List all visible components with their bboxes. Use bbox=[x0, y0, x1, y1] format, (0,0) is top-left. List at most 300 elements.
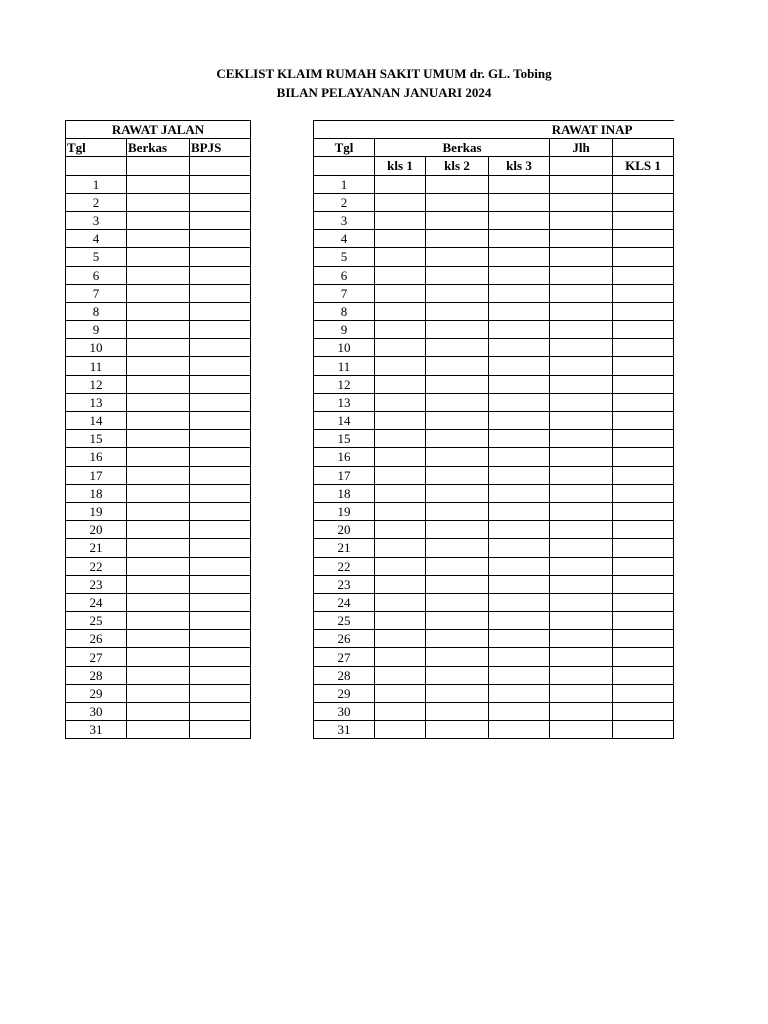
berkas-cell[interactable] bbox=[127, 266, 190, 284]
bpjs-cell[interactable] bbox=[190, 375, 251, 393]
kls1-cell[interactable] bbox=[375, 339, 426, 357]
kls1-cell[interactable] bbox=[375, 666, 426, 684]
kls3-cell[interactable] bbox=[489, 684, 550, 702]
berkas-cell[interactable] bbox=[127, 521, 190, 539]
rawat-inap-header-row bbox=[314, 139, 674, 157]
day-cell: 19 bbox=[314, 502, 375, 520]
jlh-cell[interactable] bbox=[550, 375, 613, 393]
kls3-cell[interactable] bbox=[489, 557, 550, 575]
kls1-upper-cell[interactable] bbox=[613, 375, 674, 393]
berkas-cell[interactable] bbox=[127, 575, 190, 593]
kls2-cell[interactable] bbox=[426, 393, 489, 411]
bpjs-cell[interactable] bbox=[190, 211, 251, 229]
kls2-cell[interactable] bbox=[426, 502, 489, 520]
kls2-cell[interactable] bbox=[426, 321, 489, 339]
header-berkas: Berkas bbox=[127, 139, 190, 157]
rawat-inap-row bbox=[314, 684, 674, 702]
day-cell: 31 bbox=[314, 721, 375, 739]
bpjs-cell[interactable] bbox=[190, 684, 251, 702]
kls1-cell[interactable] bbox=[375, 412, 426, 430]
kls1-upper-cell[interactable] bbox=[613, 248, 674, 266]
kls1-cell[interactable] bbox=[375, 266, 426, 284]
day-cell: 24 bbox=[66, 593, 127, 611]
day-cell: 21 bbox=[314, 539, 375, 557]
day-cell: 15 bbox=[314, 430, 375, 448]
kls1-cell[interactable] bbox=[375, 648, 426, 666]
day-cell: 14 bbox=[314, 412, 375, 430]
blank-cell[interactable] bbox=[66, 157, 127, 175]
jlh-cell[interactable] bbox=[550, 284, 613, 302]
kls1-upper-cell[interactable] bbox=[613, 684, 674, 702]
day-cell: 11 bbox=[66, 357, 127, 375]
kls1-cell[interactable] bbox=[375, 375, 426, 393]
rawat-jalan-row bbox=[66, 448, 251, 466]
day-cell: 23 bbox=[314, 575, 375, 593]
kls1-cell[interactable] bbox=[375, 593, 426, 611]
kls3-cell[interactable] bbox=[489, 248, 550, 266]
kls1-upper-cell[interactable] bbox=[613, 539, 674, 557]
subheader-kls3: kls 3 bbox=[489, 157, 550, 175]
kls3-cell[interactable] bbox=[489, 703, 550, 721]
rawat-inap-row bbox=[314, 448, 674, 466]
kls3-cell[interactable] bbox=[489, 539, 550, 557]
rawat-inap-row bbox=[314, 302, 674, 320]
kls1-cell[interactable] bbox=[375, 684, 426, 702]
day-cell: 12 bbox=[314, 375, 375, 393]
jlh-cell[interactable] bbox=[550, 230, 613, 248]
bpjs-cell[interactable] bbox=[190, 575, 251, 593]
berkas-cell[interactable] bbox=[127, 375, 190, 393]
kls2-cell[interactable] bbox=[426, 248, 489, 266]
bpjs-cell[interactable] bbox=[190, 448, 251, 466]
jlh-cell[interactable] bbox=[550, 175, 613, 193]
rawat-jalan-row bbox=[66, 612, 251, 630]
kls3-cell[interactable] bbox=[489, 666, 550, 684]
rawat-inap-row bbox=[314, 175, 674, 193]
rawat-jalan-row bbox=[66, 466, 251, 484]
bpjs-cell[interactable] bbox=[190, 721, 251, 739]
berkas-cell[interactable] bbox=[127, 412, 190, 430]
kls3-cell[interactable] bbox=[489, 484, 550, 502]
berkas-cell[interactable] bbox=[127, 175, 190, 193]
kls2-cell[interactable] bbox=[426, 648, 489, 666]
rawat-jalan-row bbox=[66, 593, 251, 611]
day-cell: 20 bbox=[314, 521, 375, 539]
rawat-jalan-blank-row bbox=[66, 157, 251, 175]
berkas-cell[interactable] bbox=[127, 321, 190, 339]
kls3-cell[interactable] bbox=[489, 193, 550, 211]
kls1-upper-cell[interactable] bbox=[613, 466, 674, 484]
berkas-cell[interactable] bbox=[127, 193, 190, 211]
kls1-cell[interactable] bbox=[375, 448, 426, 466]
rawat-inap-row bbox=[314, 211, 674, 229]
berkas-cell[interactable] bbox=[127, 393, 190, 411]
kls2-cell[interactable] bbox=[426, 630, 489, 648]
berkas-cell[interactable] bbox=[127, 721, 190, 739]
rawat-inap-row bbox=[314, 521, 674, 539]
kls1-upper-cell[interactable] bbox=[613, 502, 674, 520]
kls1-upper-cell[interactable] bbox=[613, 193, 674, 211]
kls1-upper-cell[interactable] bbox=[613, 612, 674, 630]
rawat-inap-table bbox=[313, 120, 674, 739]
berkas-cell[interactable] bbox=[127, 357, 190, 375]
kls1-cell[interactable] bbox=[375, 357, 426, 375]
jlh-cell[interactable] bbox=[550, 484, 613, 502]
kls2-cell[interactable] bbox=[426, 684, 489, 702]
kls1-upper-cell[interactable] bbox=[613, 175, 674, 193]
rawat-inap-row bbox=[314, 593, 674, 611]
rawat-inap-subheader-row bbox=[314, 157, 674, 175]
berkas-cell[interactable] bbox=[127, 648, 190, 666]
kls1-upper-cell[interactable] bbox=[613, 230, 674, 248]
berkas-cell[interactable] bbox=[127, 502, 190, 520]
day-cell: 13 bbox=[66, 393, 127, 411]
berkas-cell[interactable] bbox=[127, 448, 190, 466]
jlh-cell[interactable] bbox=[550, 466, 613, 484]
kls2-cell[interactable] bbox=[426, 357, 489, 375]
berkas-cell[interactable] bbox=[127, 703, 190, 721]
jlh-cell[interactable] bbox=[550, 630, 613, 648]
bpjs-cell[interactable] bbox=[190, 193, 251, 211]
kls1-cell[interactable] bbox=[375, 302, 426, 320]
kls1-upper-cell[interactable] bbox=[613, 430, 674, 448]
berkas-cell[interactable] bbox=[127, 248, 190, 266]
kls1-upper-cell[interactable] bbox=[613, 484, 674, 502]
kls3-cell[interactable] bbox=[489, 375, 550, 393]
jlh-cell[interactable] bbox=[550, 721, 613, 739]
bpjs-cell[interactable] bbox=[190, 393, 251, 411]
rawat-jalan-row bbox=[66, 539, 251, 557]
kls2-cell[interactable] bbox=[426, 339, 489, 357]
kls1-cell[interactable] bbox=[375, 575, 426, 593]
kls2-cell[interactable] bbox=[426, 430, 489, 448]
day-cell: 9 bbox=[314, 321, 375, 339]
kls3-cell[interactable] bbox=[489, 266, 550, 284]
kls1-cell[interactable] bbox=[375, 211, 426, 229]
rawat-inap-row bbox=[314, 412, 674, 430]
day-cell: 15 bbox=[66, 430, 127, 448]
bpjs-cell[interactable] bbox=[190, 502, 251, 520]
rawat-inap-row bbox=[314, 630, 674, 648]
day-cell: 7 bbox=[66, 284, 127, 302]
rawat-inap-row bbox=[314, 648, 674, 666]
rawat-jalan-row bbox=[66, 339, 251, 357]
day-cell: 31 bbox=[66, 721, 127, 739]
bpjs-cell[interactable] bbox=[190, 466, 251, 484]
kls3-cell[interactable] bbox=[489, 302, 550, 320]
header-bpjs: BPJS bbox=[190, 139, 251, 157]
day-cell: 24 bbox=[314, 593, 375, 611]
day-cell: 1 bbox=[66, 175, 127, 193]
blank-cell[interactable] bbox=[127, 157, 190, 175]
kls2-cell[interactable] bbox=[426, 703, 489, 721]
kls1-upper-cell[interactable] bbox=[613, 211, 674, 229]
kls1-upper-cell[interactable] bbox=[613, 721, 674, 739]
day-cell: 11 bbox=[314, 357, 375, 375]
kls1-upper-cell[interactable] bbox=[613, 339, 674, 357]
rawat-jalan-table bbox=[65, 120, 251, 739]
berkas-cell[interactable] bbox=[127, 666, 190, 684]
kls1-cell[interactable] bbox=[375, 521, 426, 539]
kls1-upper-cell[interactable] bbox=[613, 284, 674, 302]
jlh-cell[interactable] bbox=[550, 266, 613, 284]
kls1-cell[interactable] bbox=[375, 721, 426, 739]
kls1-cell[interactable] bbox=[375, 248, 426, 266]
kls3-cell[interactable] bbox=[489, 612, 550, 630]
rawat-jalan-row bbox=[66, 630, 251, 648]
jlh-cell[interactable] bbox=[550, 248, 613, 266]
jlh-cell[interactable] bbox=[550, 302, 613, 320]
rawat-jalan-row bbox=[66, 266, 251, 284]
jlh-cell[interactable] bbox=[550, 557, 613, 575]
kls3-cell[interactable] bbox=[489, 175, 550, 193]
kls1-cell[interactable] bbox=[375, 466, 426, 484]
kls3-cell[interactable] bbox=[489, 393, 550, 411]
jlh-cell[interactable] bbox=[550, 593, 613, 611]
day-cell: 14 bbox=[66, 412, 127, 430]
kls1-upper-cell[interactable] bbox=[613, 648, 674, 666]
bpjs-cell[interactable] bbox=[190, 703, 251, 721]
kls1-cell[interactable] bbox=[375, 284, 426, 302]
kls1-upper-cell[interactable] bbox=[613, 593, 674, 611]
rawat-jalan-row bbox=[66, 248, 251, 266]
kls2-cell[interactable] bbox=[426, 302, 489, 320]
bpjs-cell[interactable] bbox=[190, 321, 251, 339]
day-cell: 30 bbox=[66, 703, 127, 721]
kls3-cell[interactable] bbox=[489, 430, 550, 448]
kls1-cell[interactable] bbox=[375, 321, 426, 339]
kls2-cell[interactable] bbox=[426, 284, 489, 302]
kls1-cell[interactable] bbox=[375, 630, 426, 648]
subheader-kls2: kls 2 bbox=[426, 157, 489, 175]
bpjs-cell[interactable] bbox=[190, 302, 251, 320]
rawat-inap-row bbox=[314, 375, 674, 393]
bpjs-cell[interactable] bbox=[190, 521, 251, 539]
kls3-cell[interactable] bbox=[489, 211, 550, 229]
rawat-inap-row bbox=[314, 393, 674, 411]
day-cell: 23 bbox=[66, 575, 127, 593]
rawat-inap-row bbox=[314, 703, 674, 721]
day-cell: 1 bbox=[314, 175, 375, 193]
kls2-cell[interactable] bbox=[426, 466, 489, 484]
rawat-jalan-row bbox=[66, 193, 251, 211]
rawat-inap-row bbox=[314, 321, 674, 339]
rawat-inap-row bbox=[314, 721, 674, 739]
kls3-cell[interactable] bbox=[489, 339, 550, 357]
bpjs-cell[interactable] bbox=[190, 557, 251, 575]
bpjs-cell[interactable] bbox=[190, 648, 251, 666]
day-cell: 18 bbox=[66, 484, 127, 502]
bpjs-cell[interactable] bbox=[190, 284, 251, 302]
day-cell: 25 bbox=[314, 612, 375, 630]
kls2-cell[interactable] bbox=[426, 448, 489, 466]
jlh-cell[interactable] bbox=[550, 575, 613, 593]
kls1-cell[interactable] bbox=[375, 230, 426, 248]
berkas-cell[interactable] bbox=[127, 284, 190, 302]
berkas-cell[interactable] bbox=[127, 339, 190, 357]
berkas-cell[interactable] bbox=[127, 430, 190, 448]
bpjs-cell[interactable] bbox=[190, 539, 251, 557]
kls2-cell[interactable] bbox=[426, 230, 489, 248]
berkas-cell[interactable] bbox=[127, 466, 190, 484]
jlh-cell[interactable] bbox=[550, 612, 613, 630]
kls2-cell[interactable] bbox=[426, 575, 489, 593]
bpjs-cell[interactable] bbox=[190, 412, 251, 430]
jlh-cell[interactable] bbox=[550, 648, 613, 666]
bpjs-cell[interactable] bbox=[190, 266, 251, 284]
day-cell: 8 bbox=[314, 302, 375, 320]
blank-cell[interactable] bbox=[190, 157, 251, 175]
day-cell: 28 bbox=[314, 666, 375, 684]
kls1-upper-cell[interactable] bbox=[613, 266, 674, 284]
kls1-cell[interactable] bbox=[375, 430, 426, 448]
kls1-upper-cell[interactable] bbox=[613, 666, 674, 684]
bpjs-cell[interactable] bbox=[190, 630, 251, 648]
kls1-upper-cell[interactable] bbox=[613, 321, 674, 339]
kls2-cell[interactable] bbox=[426, 266, 489, 284]
kls1-cell[interactable] bbox=[375, 393, 426, 411]
kls3-cell[interactable] bbox=[489, 575, 550, 593]
day-cell: 6 bbox=[314, 266, 375, 284]
rawat-inap-title-row bbox=[314, 121, 674, 139]
kls1-upper-cell[interactable] bbox=[613, 630, 674, 648]
rawat-inap-row bbox=[314, 357, 674, 375]
rawat-jalan-header-row bbox=[66, 139, 251, 157]
day-cell: 5 bbox=[314, 248, 375, 266]
kls2-cell[interactable] bbox=[426, 193, 489, 211]
jlh-cell[interactable] bbox=[550, 211, 613, 229]
kls3-cell[interactable] bbox=[489, 448, 550, 466]
jlh-cell[interactable] bbox=[550, 339, 613, 357]
berkas-cell[interactable] bbox=[127, 612, 190, 630]
berkas-cell[interactable] bbox=[127, 630, 190, 648]
kls1-upper-cell[interactable] bbox=[613, 575, 674, 593]
kls1-cell[interactable] bbox=[375, 193, 426, 211]
bpjs-cell[interactable] bbox=[190, 248, 251, 266]
jlh-cell[interactable] bbox=[550, 502, 613, 520]
kls3-cell[interactable] bbox=[489, 521, 550, 539]
kls1-upper-cell[interactable] bbox=[613, 521, 674, 539]
kls1-cell[interactable] bbox=[375, 612, 426, 630]
jlh-cell[interactable] bbox=[550, 412, 613, 430]
jlh-cell[interactable] bbox=[550, 430, 613, 448]
kls2-cell[interactable] bbox=[426, 539, 489, 557]
kls1-cell[interactable] bbox=[375, 175, 426, 193]
kls1-cell[interactable] bbox=[375, 484, 426, 502]
berkas-cell[interactable] bbox=[127, 211, 190, 229]
rawat-jalan-row bbox=[66, 393, 251, 411]
kls2-cell[interactable] bbox=[426, 375, 489, 393]
bpjs-cell[interactable] bbox=[190, 339, 251, 357]
kls1-upper-cell[interactable] bbox=[613, 393, 674, 411]
kls2-cell[interactable] bbox=[426, 521, 489, 539]
kls2-cell[interactable] bbox=[426, 175, 489, 193]
day-cell: 29 bbox=[66, 684, 127, 702]
kls3-cell[interactable] bbox=[489, 230, 550, 248]
berkas-cell[interactable] bbox=[127, 593, 190, 611]
kls2-cell[interactable] bbox=[426, 211, 489, 229]
kls2-cell[interactable] bbox=[426, 593, 489, 611]
kls1-upper-cell[interactable] bbox=[613, 703, 674, 721]
kls1-upper-cell[interactable] bbox=[613, 357, 674, 375]
kls3-cell[interactable] bbox=[489, 284, 550, 302]
rawat-jalan-row bbox=[66, 721, 251, 739]
kls3-cell[interactable] bbox=[489, 721, 550, 739]
kls2-cell[interactable] bbox=[426, 666, 489, 684]
kls3-cell[interactable] bbox=[489, 466, 550, 484]
kls3-cell[interactable] bbox=[489, 321, 550, 339]
rawat-jalan-row bbox=[66, 521, 251, 539]
kls2-cell[interactable] bbox=[426, 612, 489, 630]
berkas-cell[interactable] bbox=[127, 539, 190, 557]
kls3-cell[interactable] bbox=[489, 502, 550, 520]
bpjs-cell[interactable] bbox=[190, 430, 251, 448]
jlh-cell[interactable] bbox=[550, 521, 613, 539]
bpjs-cell[interactable] bbox=[190, 230, 251, 248]
kls1-cell[interactable] bbox=[375, 539, 426, 557]
kls1-upper-cell[interactable] bbox=[613, 557, 674, 575]
berkas-cell[interactable] bbox=[127, 557, 190, 575]
kls3-cell[interactable] bbox=[489, 593, 550, 611]
kls3-cell[interactable] bbox=[489, 648, 550, 666]
rawat-inap-title: RAWAT INAP bbox=[314, 121, 674, 139]
berkas-cell[interactable] bbox=[127, 484, 190, 502]
rawat-inap-row bbox=[314, 612, 674, 630]
kls1-cell[interactable] bbox=[375, 557, 426, 575]
berkas-cell[interactable] bbox=[127, 302, 190, 320]
header-empty bbox=[613, 139, 674, 157]
kls2-cell[interactable] bbox=[426, 484, 489, 502]
kls2-cell[interactable] bbox=[426, 412, 489, 430]
kls2-cell[interactable] bbox=[426, 721, 489, 739]
day-cell: 17 bbox=[314, 466, 375, 484]
bpjs-cell[interactable] bbox=[190, 612, 251, 630]
kls3-cell[interactable] bbox=[489, 357, 550, 375]
rawat-jalan-row bbox=[66, 321, 251, 339]
jlh-cell[interactable] bbox=[550, 193, 613, 211]
kls1-cell[interactable] bbox=[375, 502, 426, 520]
kls2-cell[interactable] bbox=[426, 557, 489, 575]
bpjs-cell[interactable] bbox=[190, 175, 251, 193]
berkas-cell[interactable] bbox=[127, 230, 190, 248]
subheader-kls1: kls 1 bbox=[375, 157, 426, 175]
bpjs-cell[interactable] bbox=[190, 357, 251, 375]
bpjs-cell[interactable] bbox=[190, 593, 251, 611]
bpjs-cell[interactable] bbox=[190, 666, 251, 684]
day-cell: 6 bbox=[66, 266, 127, 284]
jlh-cell[interactable] bbox=[550, 703, 613, 721]
rawat-jalan-row bbox=[66, 175, 251, 193]
kls1-upper-cell[interactable] bbox=[613, 448, 674, 466]
jlh-cell[interactable] bbox=[550, 539, 613, 557]
kls3-cell[interactable] bbox=[489, 412, 550, 430]
jlh-cell[interactable] bbox=[550, 321, 613, 339]
jlh-cell[interactable] bbox=[550, 448, 613, 466]
jlh-cell[interactable] bbox=[550, 684, 613, 702]
bpjs-cell[interactable] bbox=[190, 484, 251, 502]
rawat-inap-row bbox=[314, 666, 674, 684]
kls1-upper-cell[interactable] bbox=[613, 412, 674, 430]
jlh-cell[interactable] bbox=[550, 393, 613, 411]
kls1-upper-cell[interactable] bbox=[613, 302, 674, 320]
day-cell: 16 bbox=[314, 448, 375, 466]
berkas-cell[interactable] bbox=[127, 684, 190, 702]
kls3-cell[interactable] bbox=[489, 630, 550, 648]
kls1-cell[interactable] bbox=[375, 703, 426, 721]
jlh-cell[interactable] bbox=[550, 357, 613, 375]
subheader-jlh-blank bbox=[550, 157, 613, 175]
jlh-cell[interactable] bbox=[550, 666, 613, 684]
